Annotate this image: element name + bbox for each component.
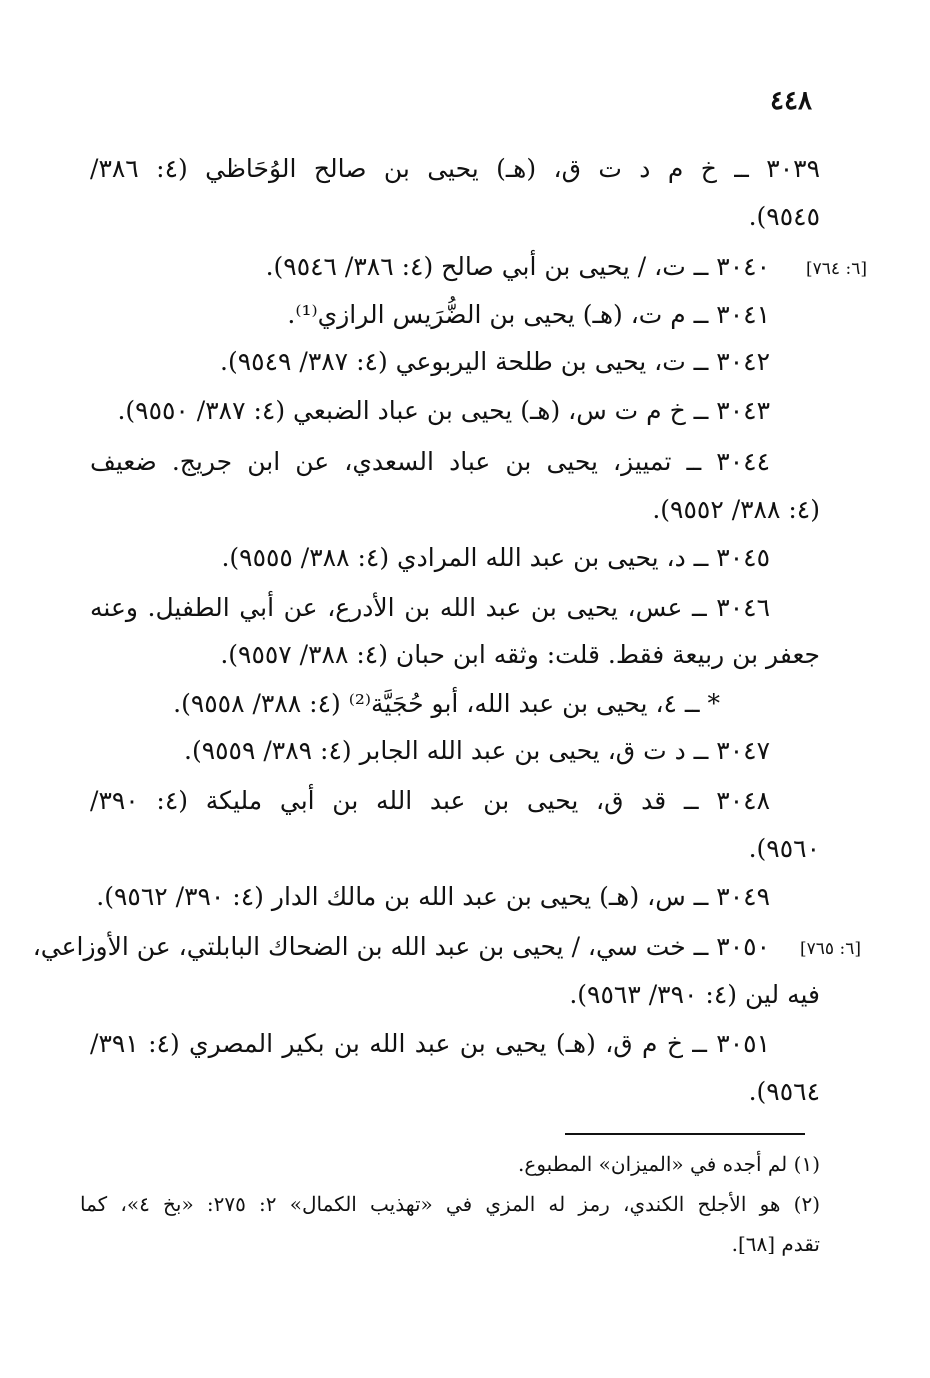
entry-3046-line-1: ٣٠٤٦ ــ عس، يحيى بن عبد الله بن الأدرع، عن أبي الطفيل. وعنه xyxy=(90,593,770,622)
entry-3048-line-1: ٣٠٤٨ ــ قد ق، يحيى بن عبد الله بن أبي مليكة (٤: ٣٩٠/ xyxy=(90,786,770,815)
entry-3050-line-1: ٣٠٥٠ ــ خت سي، / يحيى بن عبد الله بن الضحاك البابلتي، عن الأوزاعي، xyxy=(32,932,770,961)
footnote-2-line-1: (٢) هو الأجلح الكندي، رمز له المزي في «تهذيب الكمال» ٢: ٢٧٥: «بخ ٤»، كما xyxy=(80,1192,820,1216)
entry-note-abu-hujayya: * ــ ٤، يحيى بن عبد الله، أبو حُجَيَّة⁽²⁾ (٤: ٣٨٨/ ٩٥٥٨). xyxy=(173,689,720,718)
margin-reference-764: [٦: ٧٦٤] xyxy=(806,259,867,279)
entry-3051-line-1: ٣٠٥١ ــ خ م ق، (هـ) يحيى بن عبد الله بن بكير المصري (٤: ٣٩١/ xyxy=(90,1029,770,1058)
entry-3041: ٣٠٤١ ــ م ت، (هـ) يحيى بن الضُّرَيس الرازي⁽¹⁾. xyxy=(287,300,770,329)
entry-3039-line-2: ٩٥٤٥). xyxy=(748,202,820,231)
page-number: ٤٤٨ xyxy=(770,86,812,116)
entry-3044-line-1: ٣٠٤٤ ــ تمييز، يحيى بن عباد السعدي، عن ابن جريج. ضعيف xyxy=(90,447,770,476)
entry-3042: ٣٠٤٢ ــ ت، يحيى بن طلحة اليربوعي (٤: ٣٨٧/ ٩٥٤٩). xyxy=(220,347,770,376)
footnote-separator xyxy=(565,1133,805,1135)
entry-3046-line-2: جعفر بن ربيعة فقط. قلت: وثقه ابن حبان (٤: ٣٨٨/ ٩٥٥٧). xyxy=(220,640,820,669)
entry-3040: ٣٠٤٠ ــ ت، / يحيى بن أبي صالح (٤: ٣٨٦/ ٩٥٤٦). xyxy=(265,252,770,281)
entry-3039-line-1: ٣٠٣٩ ــ خ م د ت ق، (هـ) يحيى بن صالح الوُحَاظي (٤: ٣٨٦/ xyxy=(90,154,820,183)
footnote-2-line-2: تقدم [٦٨]. xyxy=(731,1232,820,1256)
entry-3048-line-2: ٩٥٦٠). xyxy=(748,834,820,863)
entry-3047: ٣٠٤٧ ــ د ت ق، يحيى بن عبد الله الجابر (٤: ٣٨٩/ ٩٥٥٩). xyxy=(184,736,770,765)
entry-3044-line-2: (٤: ٣٨٨/ ٩٥٥٢). xyxy=(652,495,820,524)
entry-3051-line-2: ٩٥٦٤). xyxy=(748,1077,820,1106)
entry-3043: ٣٠٤٣ ــ خ م ت س، (هـ) يحيى بن عباد الضبعي (٤: ٣٨٧/ ٩٥٥٠). xyxy=(117,396,770,425)
footnote-1: (١) لم أجده في «الميزان» المطبوع. xyxy=(518,1152,820,1176)
entry-3050-line-2: فيه لين (٤: ٣٩٠/ ٩٥٦٣). xyxy=(569,980,820,1009)
entry-3049: ٣٠٤٩ ــ س، (هـ) يحيى بن عبد الله بن مالك الدار (٤: ٣٩٠/ ٩٥٦٢). xyxy=(96,882,770,911)
margin-reference-765: [٦: ٧٦٥] xyxy=(800,939,861,959)
entry-3045: ٣٠٤٥ ــ د، يحيى بن عبد الله المرادي (٤: ٣٨٨/ ٩٥٥٥). xyxy=(221,543,770,572)
